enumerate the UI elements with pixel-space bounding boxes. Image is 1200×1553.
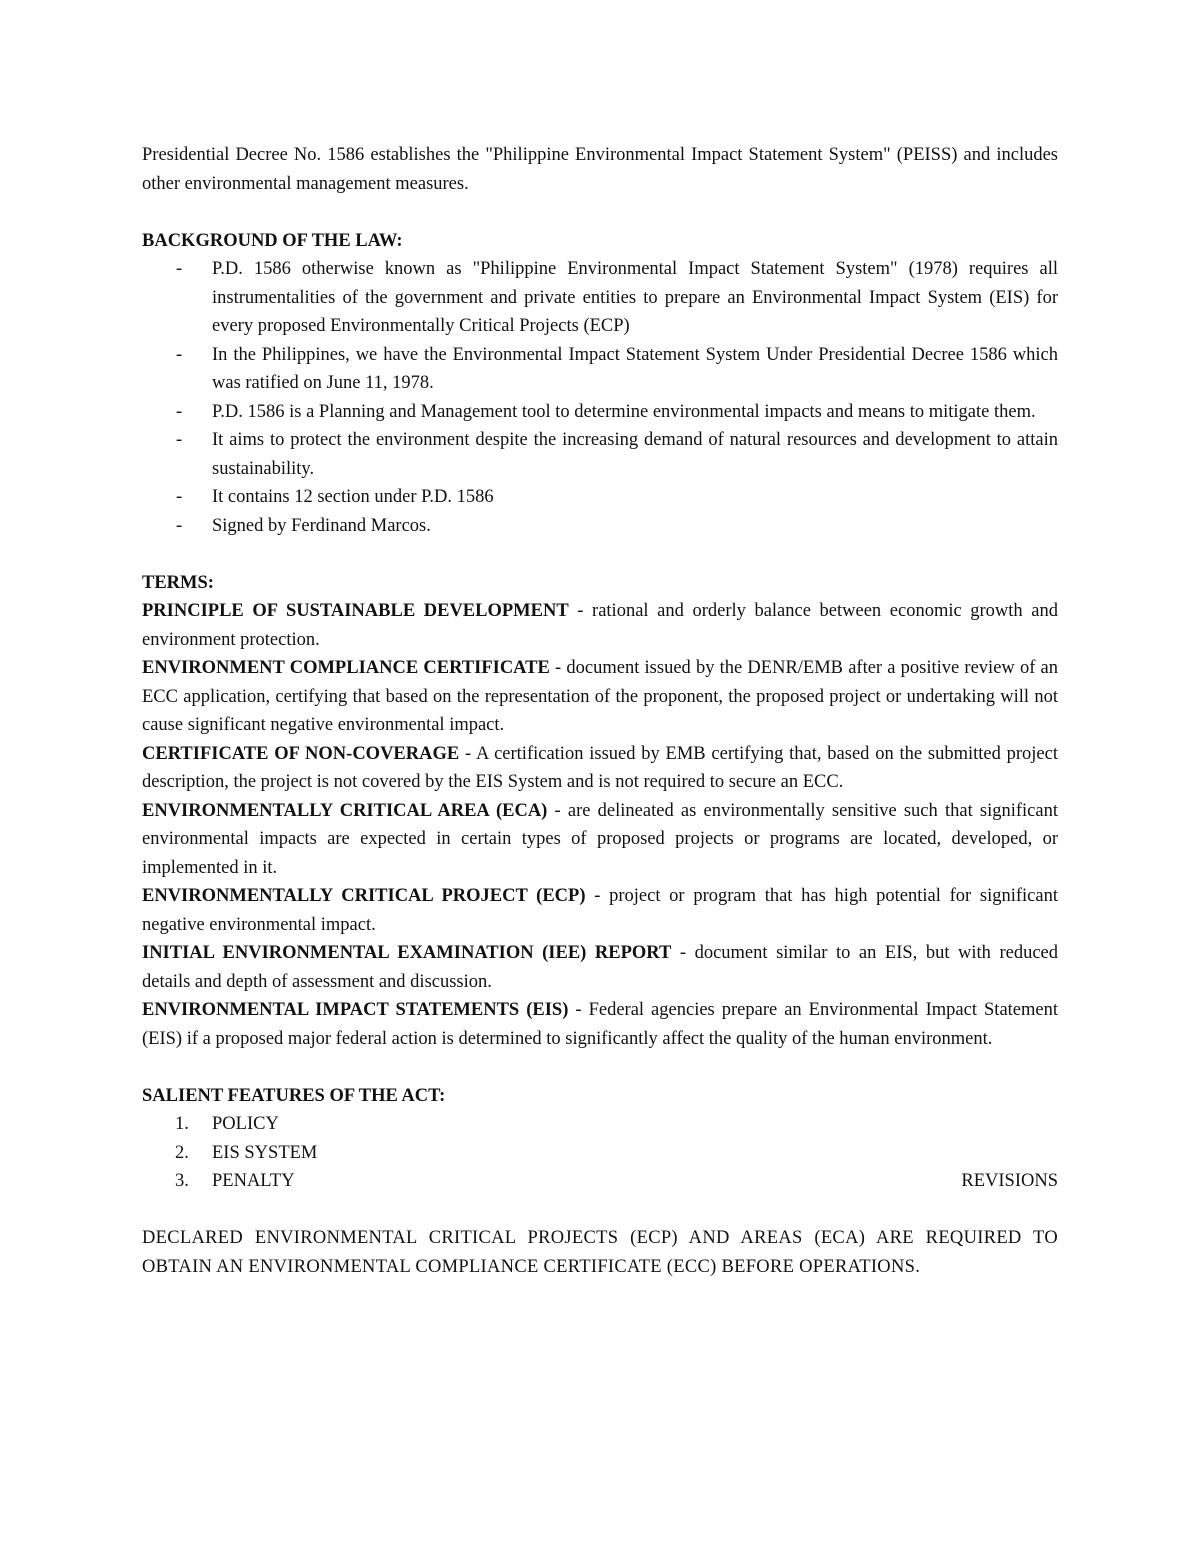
list-item-text: EIS SYSTEM [212,1142,318,1163]
item-number: 2. [175,1142,189,1163]
list-item-text: P.D. 1586 is a Planning and Management tool to determine environmental impacts and means to mitigate them. [212,401,1036,422]
term-name: ENVIRONMENT COMPLIANCE CERTIFICATE [142,658,550,678]
spacer [142,540,1058,569]
list-item-text: POLICY [212,1114,279,1134]
background-heading: BACKGROUND OF THE LAW: [142,230,403,251]
spacer [142,1196,1058,1225]
intro-paragraph: Presidential Decree No. 1586 establishes the "Philippine Environmental Impact Statement System" (PEISS) and includes other environmental management measures. [142,145,1058,194]
term-entry [142,740,1058,797]
bullet-dash: - [176,430,183,450]
document-page [142,141,1058,1281]
list-item-text: P.D. 1586 otherwise known as "Philippine Environmental Impact Statement System" (1978) requires all instrumentalities of the government and private entities to prepare an Environmental Impact System (EIS) for every proposed Environmentally Critical Projects (ECP) [212,259,1058,336]
bullet-dash: - [176,259,183,279]
term-definition: - document similar to an EIS, but with reduced details and depth of assessment and discussion. [142,943,1059,992]
term-definition: - Federal agencies prepare an Environmental Impact Statement (EIS) if a proposed major federal action is determined to significantly affect the quality of the human environment. [142,1000,1058,1049]
list-item-text: It aims to protect the environment despite the increasing demand of natural resources and development to attain sustainability. [212,430,1058,479]
salient-heading: SALIENT FEATURES OF THE ACT: [142,1085,446,1106]
list-item-text: Signed by Ferdinand Marcos. [212,515,431,536]
term-name: PRINCIPLE OF SUSTAINABLE DEVELOPMENT [142,601,569,621]
bullet-dash: - [176,515,183,536]
term-entry [142,797,1058,883]
item-number: 1. [175,1114,189,1134]
list-item [142,341,1058,398]
list-item [142,1110,1058,1139]
terms-heading: TERMS: [142,572,214,593]
list-item [142,426,1058,483]
list-item [142,255,1058,341]
item-number: 3. [175,1171,189,1191]
term-name: INITIAL ENVIRONMENTAL EXAMINATION (IEE) REPORT [142,943,672,963]
list-item [142,1167,1058,1196]
spacer [142,1053,1058,1082]
term-entry [142,996,1058,1053]
term-entry [142,939,1058,996]
salient-list [142,1110,1058,1196]
term-definition: - document issued by the DENR/EMB after a positive review of an ECC application, certifying that based on the representation of the proponent, the proposed project or undertaking will not cause significant negative environmental impact. [142,658,1059,735]
list-item [142,1139,1058,1168]
term-definition: - project or program that has high potential for significant negative environmental impact. [142,886,1058,935]
list-item [142,483,1058,512]
list-item-text: In the Philippines, we have the Environmental Impact Statement System Under Presidential Decree 1586 which was ratified on June 11, 1978. [212,344,1058,393]
bullet-dash: - [176,487,183,507]
term-name: ENVIRONMENTALLY CRITICAL AREA (ECA) [142,800,548,821]
bullet-dash: - [176,344,183,365]
list-item [142,398,1058,427]
term-definition: - rational and orderly balance between economic growth and environment protection. [142,601,1058,650]
term-definition: - are delineated as environmentally sensitive such that significant environmental impacts are expected in certain types of proposed projects or programs are located, developed, or implemented in it. [142,800,1058,878]
background-list [142,255,1058,540]
term-name: CERTIFICATE OF NON-COVERAGE [142,743,460,764]
closing-paragraph: DECLARED ENVIRONMENTAL CRITICAL PROJECTS (ECP) AND AREAS (ECA) ARE REQUIRED TO OBTAIN AN ENVIRONMENTAL COMPLIANCE CERTIFICATE (ECC) BEFORE OPERATIONS. [142,1228,1058,1277]
term-definition: - A certification issued by EMB certifying that, based on the submitted project description, the project is not covered by the EIS System and is not required to secure an ECC. [142,743,1058,792]
term-entry [142,654,1058,740]
term-entry [142,882,1058,939]
term-name: ENVIRONMENTAL IMPACT STATEMENTS (EIS) [142,1000,569,1020]
list-item-text: PENALTY [212,1171,295,1191]
spacer [142,198,1058,227]
bullet-dash: - [176,401,183,422]
term-entry [142,597,1058,654]
list-item-text: It contains 12 section under P.D. 1586 [212,487,494,507]
term-name: ENVIRONMENTALLY CRITICAL PROJECT (ECP) [142,886,586,906]
list-item-right-text: REVISIONS [961,1171,1058,1191]
list-item [142,512,1058,541]
